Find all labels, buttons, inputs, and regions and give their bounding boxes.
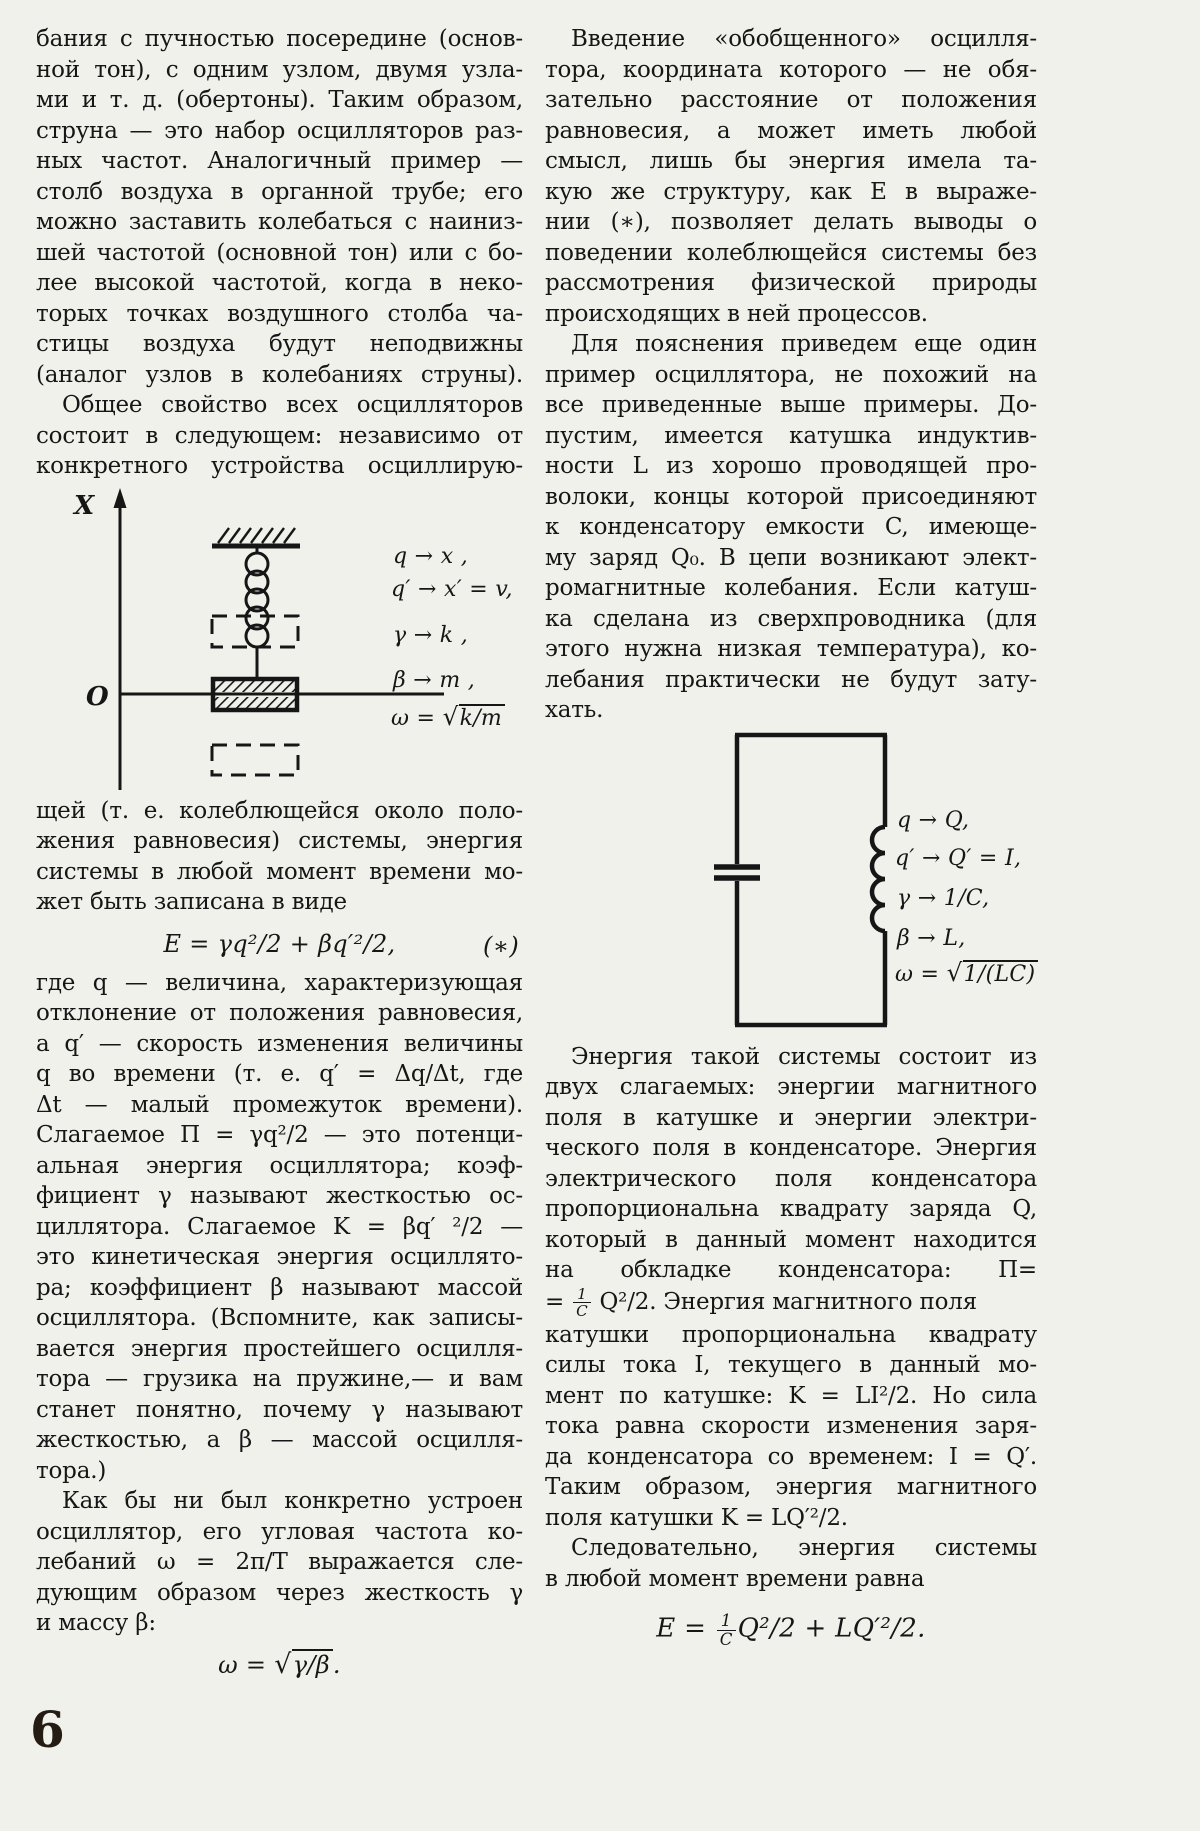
fraction-one-over-c xyxy=(717,1612,736,1649)
text-line: ка сделана из сверхпроводника (для xyxy=(545,605,1037,632)
text-line: рассмотрения физической природы xyxy=(545,270,1037,296)
formula-period: . xyxy=(332,1650,341,1679)
figure-lc-circuit xyxy=(545,726,1037,1042)
text-line: двух слагаемых: энергии магнитного xyxy=(545,1074,1037,1100)
energy-formula-star xyxy=(36,918,523,968)
text-line: этого нужна низкая температура), ко- xyxy=(545,636,1037,662)
paragraph xyxy=(545,329,1037,726)
text-line: дующим образом через жесткость γ xyxy=(36,1579,523,1606)
text-line: ной тон), с одним узлом, двумя узла- xyxy=(36,56,523,83)
text-line: поля катушки K = LQ′²/2. xyxy=(545,1504,848,1531)
text-line: q во времени (т. е. q′ = Δq/Δt, где xyxy=(36,1061,523,1087)
text-line: ческого поля в конденсаторе. Энергия xyxy=(545,1135,1037,1161)
text-line: Для пояснения приведем еще один xyxy=(571,331,1037,357)
page-number: 6 xyxy=(30,1700,65,1759)
text-line: ромагнитные колебания. Если катуш- xyxy=(545,575,1037,601)
text-line: струна — это набор осцилляторов раз- xyxy=(36,117,523,144)
fraction-denominator: C xyxy=(576,1302,588,1320)
equals-sign: = xyxy=(545,1289,565,1316)
text-line: тока равна скорости изменения заря- xyxy=(545,1413,1037,1439)
text-line: ра; коэффициент β называют массой xyxy=(36,1274,523,1301)
capacitor-symbol xyxy=(714,867,760,878)
text-line: фициент γ называют жесткостью ос- xyxy=(36,1183,523,1209)
text-line: можно заставить колебаться с наиниз- xyxy=(36,209,523,235)
text-line: мент по катушке: K = LI²/2. Но сила xyxy=(545,1382,1037,1409)
mass-block-hatch-top xyxy=(215,681,295,692)
mapping-label: β → m , xyxy=(393,667,476,693)
mapping-label: q → x , xyxy=(393,543,468,569)
text-line: ных частот. Аналогичный пример — xyxy=(36,148,523,174)
paragraph xyxy=(545,1533,1037,1594)
text-line: Энергия такой системы состоит из xyxy=(571,1043,1037,1070)
equilibrium-box-lower xyxy=(212,745,298,775)
text-line: системы в любой момент времени мо- xyxy=(36,858,523,885)
mapping-label: q′ → x′ = v, xyxy=(391,576,513,602)
fraction-numerator: 1 xyxy=(573,1286,590,1303)
text-line: а q′ — скорость изменения величины xyxy=(36,1030,523,1057)
paragraph xyxy=(36,796,523,918)
text-line: происходящих в ней процессов. xyxy=(545,300,928,327)
text-line: лее высокой частотой, когда в неко- xyxy=(36,270,523,296)
text-line: лебаний ω = 2π/T выражается сле- xyxy=(36,1549,523,1575)
paragraph xyxy=(545,1042,1037,1534)
mapping-label: q′ → Q′ = I, xyxy=(895,845,1022,871)
omega-lhs: ω = xyxy=(391,705,443,731)
text-line: осциллятора. (Вспомните, как записы- xyxy=(36,1305,523,1331)
text-line: осциллятор, его угловая частота ко- xyxy=(36,1518,523,1545)
text-line: кую же структуру, как E в выраже- xyxy=(545,178,1037,205)
text-line: тора.) xyxy=(36,1457,107,1484)
mapping-label: γ → k , xyxy=(393,622,468,648)
text-line: жет быть записана в виде xyxy=(36,889,347,915)
omega-formula xyxy=(391,702,505,731)
text-line: на обкладке конденсатора: Π= xyxy=(545,1257,1037,1283)
formula-body: E = γq²/2 + βq′²/2, xyxy=(163,929,396,958)
text-line: катушки пропорциональна квадрату xyxy=(545,1321,1037,1348)
formula-lhs: E = xyxy=(656,1613,715,1644)
text-line: хать. xyxy=(545,697,604,723)
text-line: стицы воздуха будут неподвижны xyxy=(36,331,523,357)
spring-coil xyxy=(246,546,268,679)
text-line: зательно расстояние от положения xyxy=(545,87,1037,113)
fraction-one-over-c xyxy=(573,1286,590,1320)
text-line: пример осциллятора, не похожий на xyxy=(545,361,1037,388)
text-line: Введение «обобщенного» осцилля- xyxy=(571,26,1037,52)
text-line: все приведенные выше примеры. До- xyxy=(545,392,1037,418)
fraction-denominator: C xyxy=(719,1629,733,1649)
star-marker: (∗) xyxy=(483,931,519,960)
text-line: отклонение от положения равновесия, xyxy=(36,1000,523,1026)
text-line: лебания практически не будут зату- xyxy=(545,666,1037,693)
text-line: жения равновесия) системы, энергия xyxy=(36,828,523,854)
text-line: станет понятно, почему γ называют xyxy=(36,1396,523,1423)
text-line: силы тока I, текущего в данный мо- xyxy=(545,1352,1037,1378)
text-line: да конденсатора со временем: I = Q′. xyxy=(545,1443,1037,1470)
radicand: γ/β xyxy=(292,1649,333,1679)
text-line: (аналог узлов в колебаниях струны). xyxy=(36,361,523,388)
radical-sign: √ xyxy=(946,957,963,987)
total-energy-formula xyxy=(545,1594,1037,1658)
text-line: му заряд Q₀. В цепи возникают элект- xyxy=(545,544,1037,571)
text-line: и массу β: xyxy=(36,1610,156,1636)
text-line: электрического поля конденсатора xyxy=(545,1165,1037,1192)
text-line: это кинетическая энергия осциллято- xyxy=(36,1244,523,1270)
text-line: ности L из хорошо проводящей про- xyxy=(545,453,1037,479)
formula-rhs: Q²/2 + LQ′²/2. xyxy=(737,1613,926,1644)
equilibrium-box-upper xyxy=(212,616,298,647)
text-line: который в данный момент находится xyxy=(545,1226,1037,1253)
paragraph xyxy=(545,24,1037,329)
text-line: тора — грузика на пружине,— и вам xyxy=(36,1366,523,1392)
text-line: щей (т. е. колеблющейся около поло- xyxy=(36,797,523,824)
text-line: к конденсатору емкости C, имеюще- xyxy=(545,514,1037,540)
mapping-label: γ → 1/C, xyxy=(897,885,990,911)
paragraph xyxy=(36,24,523,482)
text-line: циллятора. Слагаемое K = βq′ ²/2 — xyxy=(36,1213,523,1240)
text-line: поля в катушке и энергии электри- xyxy=(545,1104,1037,1131)
text-line: шей частотой (основной тон) или с бо- xyxy=(36,239,523,266)
x-axis-label: X xyxy=(74,490,95,521)
ceiling-hatch xyxy=(218,528,295,543)
text-line: Слагаемое Π = γq²/2 — это потенци- xyxy=(36,1122,523,1148)
mapping-label: q → Q, xyxy=(897,807,970,833)
paragraph xyxy=(36,968,523,1639)
radical-sign: √ xyxy=(274,1648,292,1680)
origin-label: O xyxy=(86,681,109,712)
text-line: равновесия, а может иметь любой xyxy=(545,117,1037,144)
radical-sign: √ xyxy=(442,701,459,731)
text-line: пустим, имеется катушка индуктив- xyxy=(545,422,1037,449)
text-line: тора, координата которого — не обя- xyxy=(545,56,1037,83)
text-line: нии (∗), позволяет делать выводы о xyxy=(545,209,1037,235)
mapping-label: β → L, xyxy=(897,925,966,951)
text-line: Как бы ни был конкретно устроен xyxy=(62,1488,523,1514)
mass-block-hatch-bottom xyxy=(215,697,295,708)
text-line: в любой момент времени равна xyxy=(545,1565,925,1592)
text-line: бания с пучностью посередине (основ- xyxy=(36,26,523,52)
text-line: волоки, концы которой присоединяют xyxy=(545,483,1037,510)
text-line: Δt — малый промежуток времени). xyxy=(36,1091,523,1118)
radicand: k/m xyxy=(459,704,506,731)
text-line: поведении колеблющейся системы без xyxy=(545,239,1037,266)
text-after-fraction: Q²/2. Энергия магнитного поля xyxy=(599,1289,977,1316)
inductor-coil xyxy=(872,827,885,931)
text-line: Следовательно, энергия системы xyxy=(571,1535,1037,1561)
x-axis-arrowhead xyxy=(114,488,127,508)
omega-lhs: ω = xyxy=(218,1650,275,1679)
text-line: столб воздуха в органной трубе; его xyxy=(36,178,523,205)
text-line: жесткостью, а β — массой осцилля- xyxy=(36,1427,523,1453)
text-line: конкретного устройства осциллирую- xyxy=(36,453,523,479)
omega-formula xyxy=(895,958,1038,987)
right-column xyxy=(545,24,1037,1658)
figure-spring-oscillator xyxy=(36,482,523,796)
text-line: альная энергия осциллятора; коэф- xyxy=(36,1152,523,1179)
radicand: 1/(LC) xyxy=(963,960,1039,987)
text-line: где q — величина, характеризующая xyxy=(36,969,523,996)
omega-lhs: ω = xyxy=(895,961,947,987)
omega-gamma-beta-formula xyxy=(36,1639,523,1689)
text-line: вается энергия простейшего осцилля- xyxy=(36,1335,523,1362)
left-column xyxy=(36,24,523,1689)
text-line-with-fraction xyxy=(545,1286,1037,1320)
text-line: состоит в следующем: независимо от xyxy=(36,422,523,449)
text-line: пропорциональна квадрату заряда Q, xyxy=(545,1196,1037,1222)
fraction-numerator: 1 xyxy=(717,1612,736,1631)
lc-circuit-drawing xyxy=(545,726,1037,1042)
text-line: Таким образом, энергия магнитного xyxy=(545,1474,1037,1500)
text-line: торых точках воздушного столба ча- xyxy=(36,300,523,327)
text-line: смысл, лишь бы энергия имела та- xyxy=(545,148,1037,174)
text-line: Общее свойство всех осцилляторов xyxy=(62,392,523,418)
text-line: ми и т. д. (обертоны). Таким образом, xyxy=(36,87,523,113)
